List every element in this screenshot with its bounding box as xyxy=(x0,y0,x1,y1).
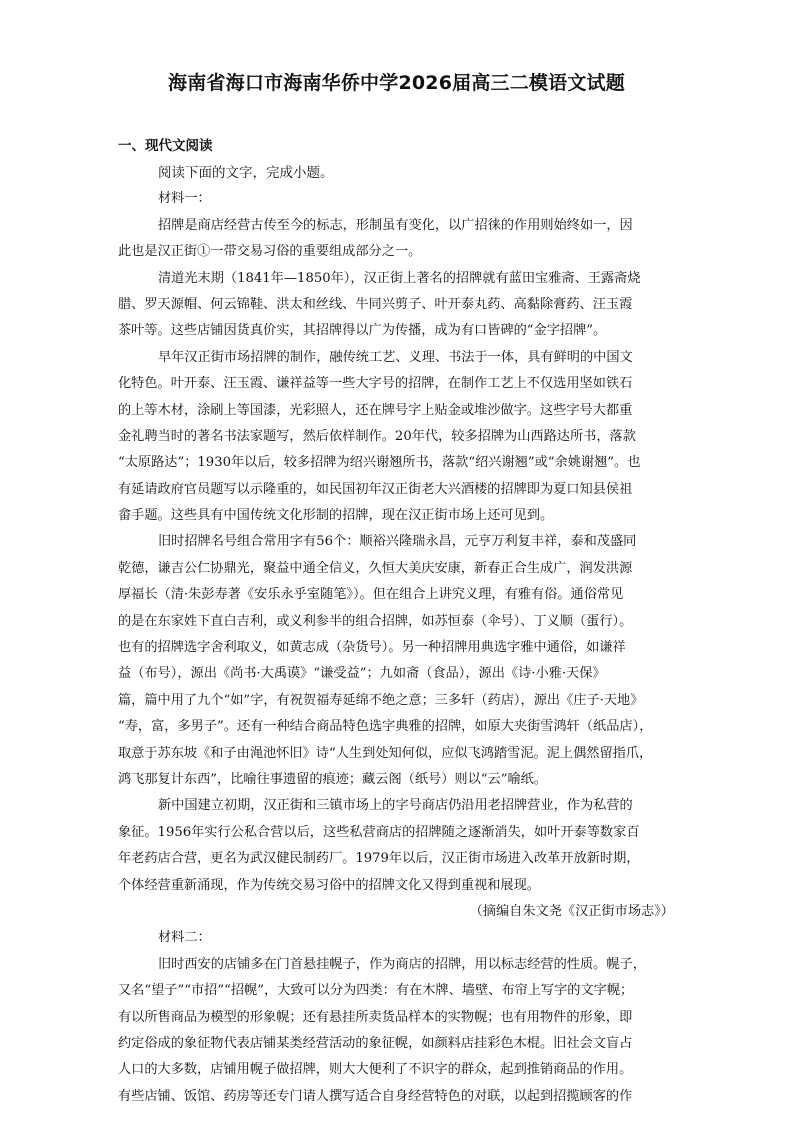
document-body xyxy=(118,160,678,1110)
text-line: 乾德，谦吉公仁协鼎光，聚益中通全信义，久恒大美庆安康，新春正合生成广，润发洪源 xyxy=(118,560,633,576)
text-line: 招牌是商店经营古传至今的标志，形制虽有变化，以广招徕的作用则始终如一，因 xyxy=(158,217,633,233)
text-line: 人口的大多数，店铺用幌子做招牌，则大大便利了不识字的群众，起到推销商品的作用。 xyxy=(118,1062,633,1078)
text-line: 阅读下面的文字，完成小题。 xyxy=(158,165,334,181)
text-line: 有延请政府官员题写以示隆重的，如民国初年汉正街老大兴酒楼的招牌即为夏口知县侯祖 xyxy=(118,481,633,497)
text-line: 早年汉正街市场招牌的制作，融传统工艺、义理、书法于一体，具有鲜明的中国文 xyxy=(158,349,633,365)
text-line: 畲手题。这些具有中国传统文化形制的招牌，现在汉正街市场上还可见到。 xyxy=(118,508,554,524)
source-citation: （摘编自朱文尧《汉正街市场志》） xyxy=(469,903,674,919)
text-line: 年老药店合营，更名为武汉健民制药厂。1979年以后，汉正街市场进入改革开放新时期， xyxy=(118,851,640,867)
text-line: 此也是汉正街①一带交易习俗的重要组成部分之一。 xyxy=(118,244,422,260)
text-line: 象征。1956年实行公私合营以后，这些私营商店的招牌随之逐渐消失，如叶开泰等数家百 xyxy=(118,824,640,840)
text-line: 取意于苏东坡《和子由渑池怀旧》诗“人生到处知何似，应似飞鸿踏雪泥。泥上偶然留指爪， xyxy=(118,745,653,761)
text-line: 篇，篇中用了九个“如”字，有祝贺福寿延绵不绝之意；三多轩（药店），源出《庄子·天地》 xyxy=(118,692,644,708)
text-line: 化特色。叶开泰、汪玉霞、谦祥益等一些大字号的招牌，在制作工艺上不仅选用坚如铁石 xyxy=(118,376,633,392)
text-line: “太原路达”；1930年以后，较多招牌为绍兴谢翘所书，落款“绍兴谢翘”或“余姚谢翘”。也 xyxy=(118,455,641,471)
section-heading: 一、现代文阅读 xyxy=(118,138,213,154)
text-line: 茶叶等。这些店铺因货真价实，其招牌得以广为传播，成为有口皆碑的“金字招牌”。 xyxy=(118,323,607,339)
text-line: 材料一： xyxy=(158,191,211,207)
document-title: 海南省海口市海南华侨中学2026届高三二模语文试题 xyxy=(168,72,625,94)
text-line: 鸿飞那复计东西”，比喻往事遗留的痕迹；藏云阁（纸号）则以“云”喻纸。 xyxy=(118,771,548,787)
text-line: 腊、罗天源帽、何云锦鞋、洪太和丝线、牛同兴剪子、叶开泰丸药、高黏除膏药、汪玉霞 xyxy=(118,296,633,312)
text-line: 约定俗成的象征物代表店铺某类经营活动的象征幌，如颜料店挂彩色木棍。旧社会文盲占 xyxy=(118,1035,633,1051)
text-line: 的上等木材，涂刷上等国漆，光彩照人，还在牌号字上贴金或堆沙做字。这些字号大都重 xyxy=(118,402,633,418)
text-line: 旧时招牌名号组合常用字有56个：顺裕兴隆瑞永昌，元亨万利复丰祥，泰和茂盛同 xyxy=(158,534,637,550)
text-line: 的是在东家姓下直白吉利，或义利参半的组合招牌，如苏恒泰（伞号）、丁义顺（蛋行）。 xyxy=(118,613,633,629)
text-line: 新中国建立初期，汉正街和三镇市场上的字号商店仍沿用老招牌营业，作为私营的 xyxy=(158,798,633,814)
text-line: 也有的招牌选字舍利取义，如黄志成（杂货号）。另一种招牌用典选字雅中通俗，如谦祥 xyxy=(118,640,626,656)
text-line: 益（布号），源出《尚书·大禹谟》“谦受益”；九如斋（食品），源出《诗·小雅·天保》 xyxy=(118,666,606,682)
text-line: 又名“望子”“市招”“招幌”，大致可以分为四类：有在木牌、墙壁、布帘上写字的文字幌； xyxy=(118,983,634,999)
text-line: 旧时西安的店铺多在门首悬挂幌子，作为商店的招牌，用以标志经营的性质。幌子， xyxy=(158,956,646,972)
text-line: 材料二： xyxy=(158,930,211,946)
text-line: 有以所售商品为模型的形象幌；还有悬挂所卖货品样本的实物幌；也有用物件的形象，即 xyxy=(118,1009,633,1025)
text-line: 厚福长（清·朱彭寿著《安乐永乎室随笔》）。但在组合上讲究义理，有雅有俗。通俗常见 xyxy=(118,587,624,603)
text-line: 清道光末期（1841年—1850年），汉正街上著名的招牌就有蓝田宝雅斋、王露斋烧 xyxy=(158,270,641,286)
text-line: 金礼聘当时的著名书法家题写，然后依样制作。20年代，较多招牌为山西路达所书，落款 xyxy=(118,428,636,444)
text-line: “寿，富，多男子”。还有一种结合商品特色选字典雅的招牌，如原大夹街雪鸿轩（纸品店）， xyxy=(118,719,653,735)
text-line: 有些店铺、饭馆、药房等还专门请人撰写适合自身经营特色的对联，以起到招揽顾客的作 xyxy=(118,1088,633,1104)
text-line: 个体经营重新涌现，作为传统交易习俗中的招牌文化又得到重视和展现。 xyxy=(118,877,540,893)
